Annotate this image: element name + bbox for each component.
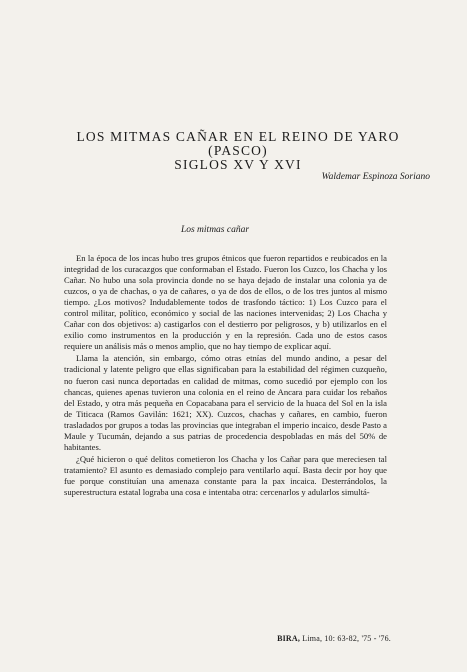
paragraph-3: ¿Qué hicieron o qué delitos cometieron los Chacha y los Cañar para que mereciesen tal tratamiento? El asunto es demasiado complejo para ventilarlo aquí. Basta decir por hoy que fue porque constituían una amenaza constante para la pax incaica. Desterrándolos, la superestructura estatal lograba una cosa e intentaba otra: cercenarlos y adularlos simultá- bbox=[64, 453, 387, 497]
paragraph-1: En la época de los incas hubo tres grupos étnicos que fueron repartidos e reubicados en la integridad de los curacazgos que conformaban el Estado. Fueron los Cuzco, los Chacha y los Cañar. No hubo una sola provincia donde no se haya dejado de instalar una colonia ya de cuzcos, o ya de chachas, o ya de cañares, o ya de dos de ellos, o de los tres juntos al mismo tiempo. ¿Los motivos? Indudablemente todos de trasfondo táctico: 1) Los Cuzco para el control militar, político, económico y social de las naciones intervenidas; 2) Los Chacha y Cañar con dos objetivos: a) castigarlos con el destierro por peligrosos, y b) utilizarlos en el exilio como instrumentos en la producción y en la represión. Cada uno de estos casos requiere un análisis más o menos amplio, que no hay tiempo de explicar aquí. bbox=[64, 253, 387, 352]
citation-details: Lima, 10: 63-82, '75 - '76. bbox=[300, 634, 391, 643]
title-line-1: LOS MITMAS CAÑAR EN EL REINO DE YARO (PASCO) bbox=[76, 129, 400, 158]
author-name: Waldemar Espinoza Soriano bbox=[321, 172, 430, 182]
title-line-2: SIGLOS XV Y XVI bbox=[174, 157, 302, 172]
section-heading: Los mitmas cañar bbox=[180, 225, 250, 235]
article-title bbox=[48, 130, 428, 172]
article-body bbox=[64, 253, 387, 498]
page-footer bbox=[277, 634, 391, 643]
paragraph-2: Llama la atención, sin embargo, cómo otras etnías del mundo andino, a pesar del tradicional y latente peligro que ellas significaban para la estabilidad del régimen cuzqueño, no fueron casi nunca deportadas en calidad de mitmas, como sucedió por ejemplo con los chancas, quienes apenas tuvieron una colonia en el reino de Ancara para cuidar los rebaños del Estado, y otra más pequeña en Copacabana para el servicio de la huaca del Sol en la isla de Titicaca (Ramos Gavilán: 1621; XX). Cuzcos, chachas y cañares, en cambio, fueron trasladados por grupos a todas las provincias que integraban el imperio incaico, desde Pasto a Maule y Tucumán, dejando a sus patrias de procedencia despobladas en más del 50% de habitantes. bbox=[64, 353, 387, 452]
journal-name: BIRA, bbox=[277, 634, 301, 643]
